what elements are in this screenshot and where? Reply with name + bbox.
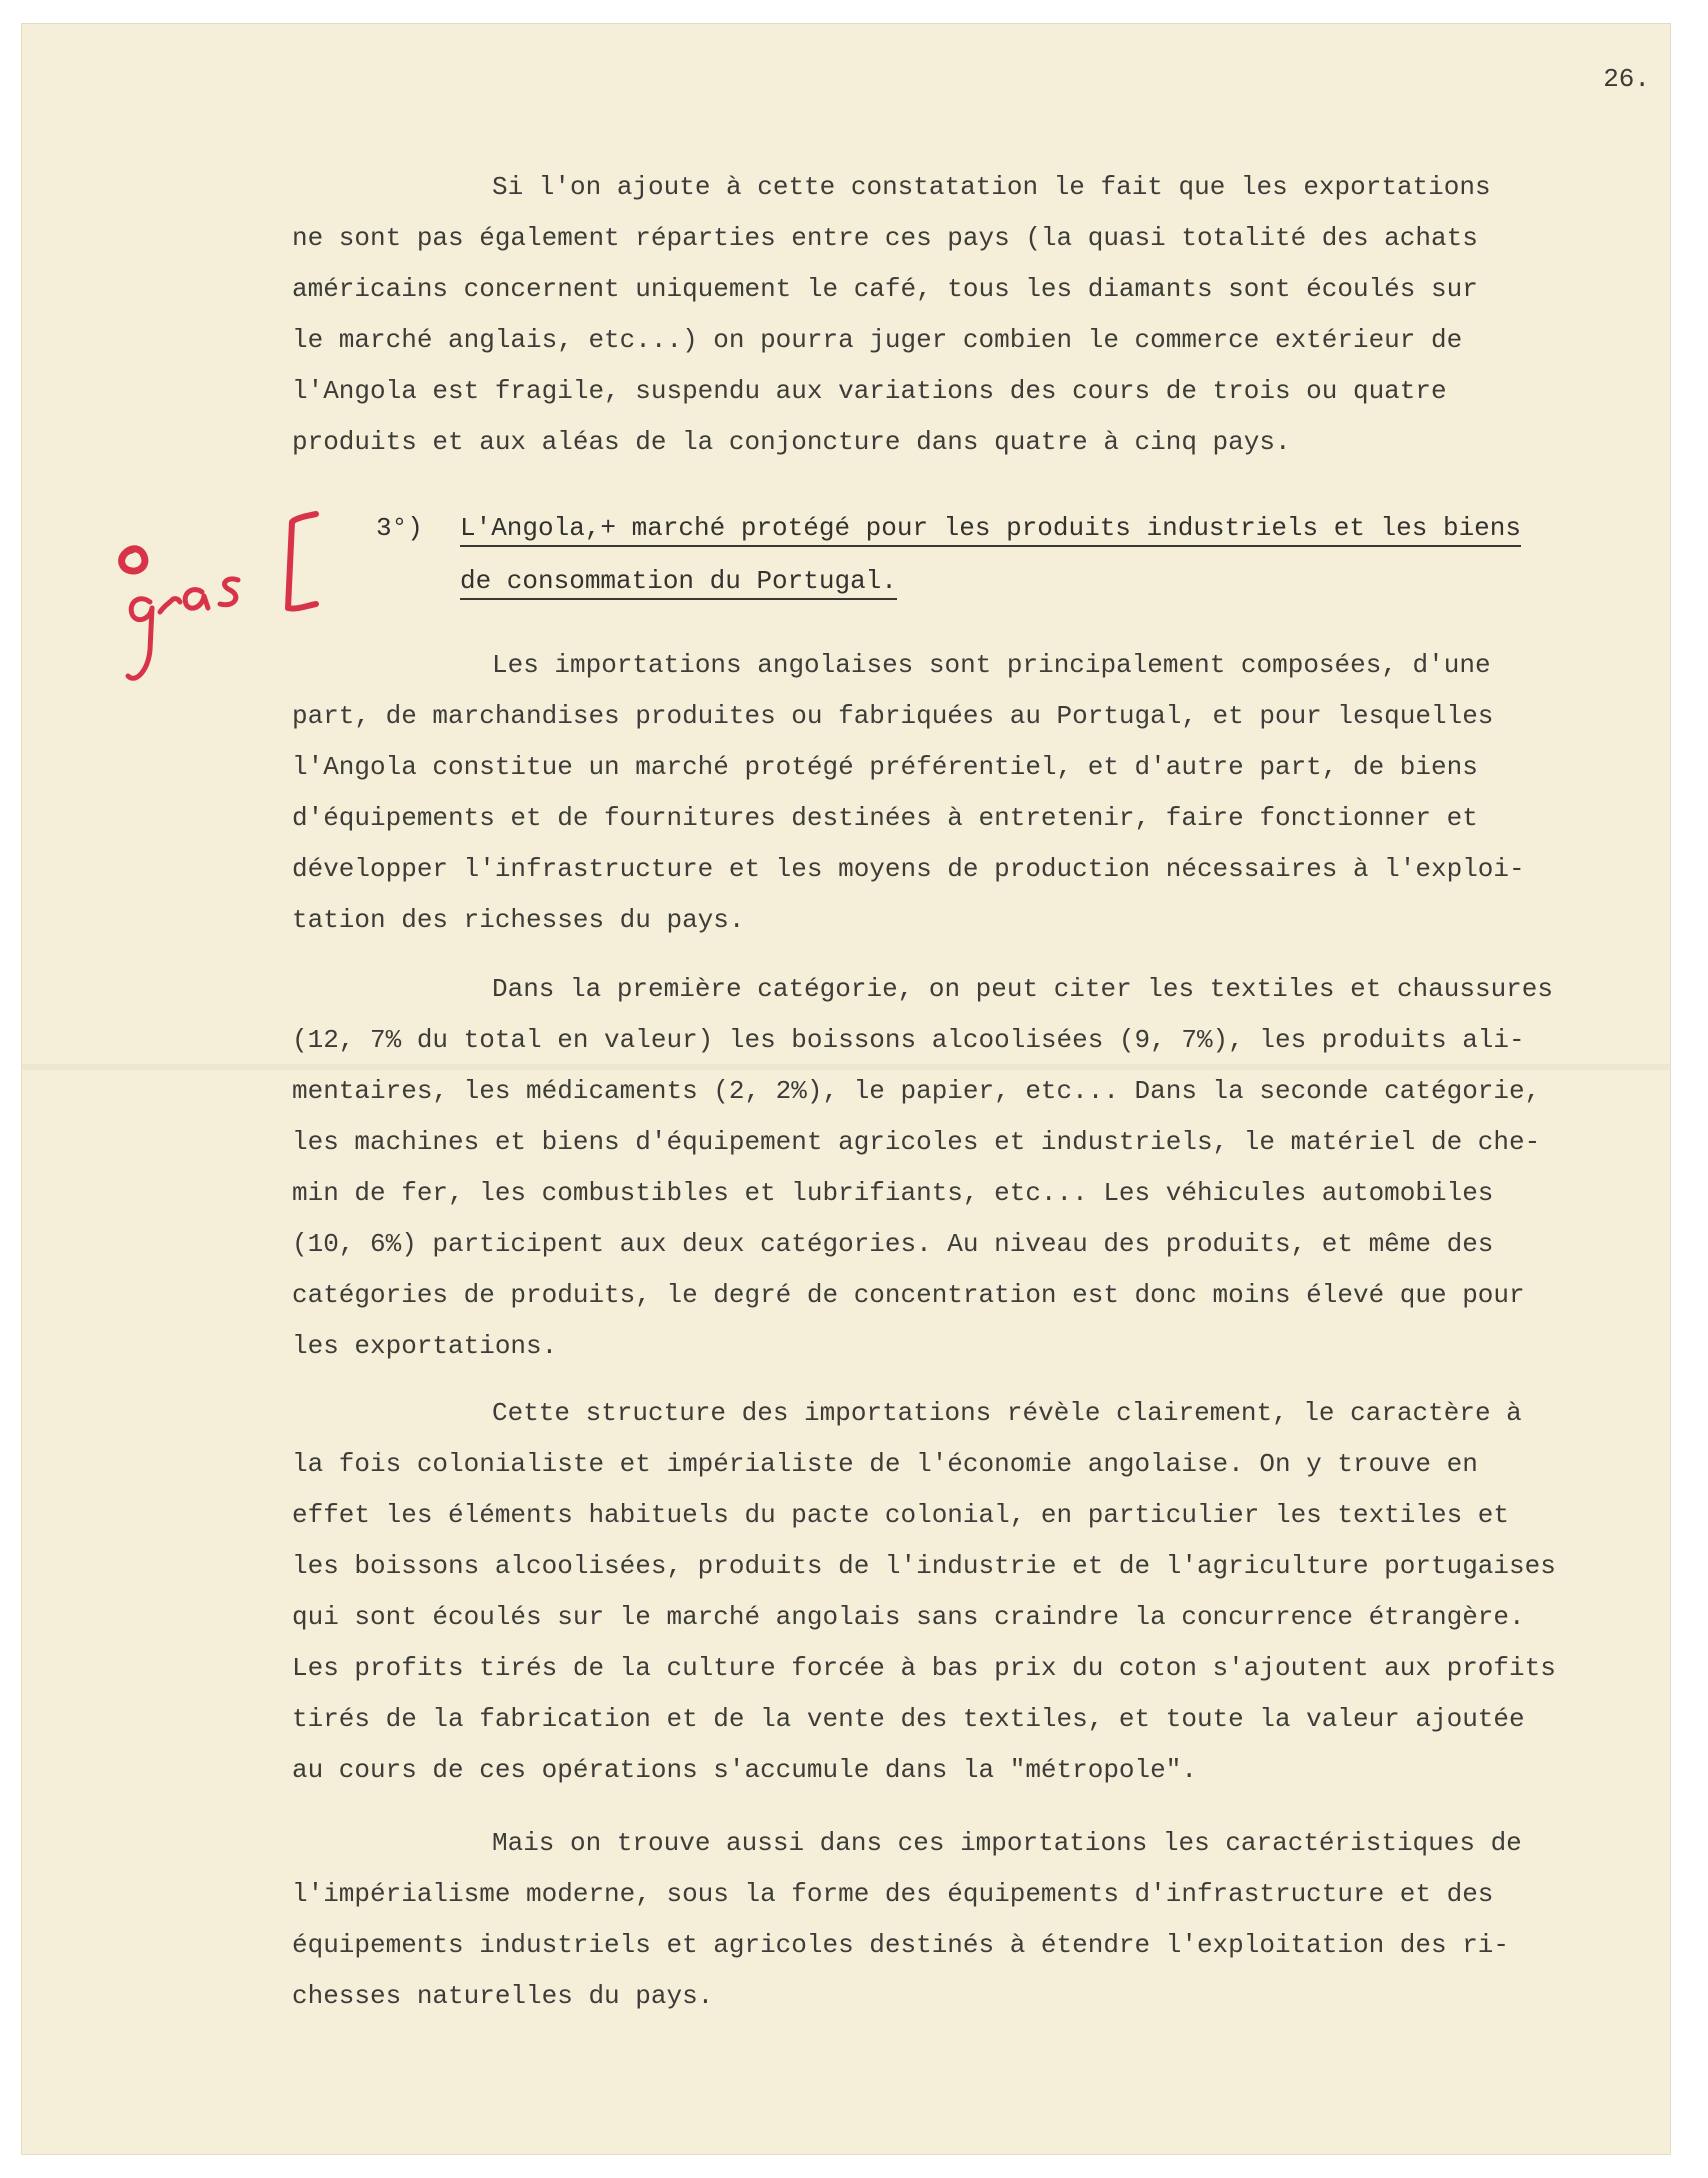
paragraph-line: produits et aux aléas de la conjoncture dans quatre à cinq pays. [292,427,1291,457]
paragraph-line: les boissons alcoolisées, produits de l'industrie et de l'agriculture portugaises [292,1551,1556,1581]
paragraph-4 [292,1388,1632,1796]
paragraph-line: mentaires, les médicaments (2, 2%), le papier, etc... Dans la seconde catégorie, [292,1076,1541,1106]
paragraph-line: qui sont écoulés sur le marché angolais sans craindre la concurrence étrangère. [292,1602,1525,1632]
paragraph-1 [292,162,1632,468]
paragraph-line: tirés de la fabrication et de la vente des textiles, et toute la valeur ajoutée [292,1704,1525,1734]
paragraph-line: effet les éléments habituels du pacte colonial, en particulier les textiles et [292,1500,1509,1530]
paragraph-line: d'équipements et de fournitures destinées à entretenir, faire fonctionner et [292,803,1478,833]
section-title [460,502,1640,608]
paragraph-line: min de fer, les combustibles et lubrifiants, etc... Les véhicules automobiles [292,1178,1494,1208]
page-number: 26. [1603,64,1650,94]
paragraph-line: les machines et biens d'équipement agricoles et industriels, le matériel de che- [292,1127,1541,1157]
section-title-line: L'Angola,+ marché protégé pour les produits industriels et les biens [460,513,1521,547]
paragraph-2 [292,640,1632,946]
paragraph-3 [292,964,1632,1372]
paragraph-line: (10, 6%) participent aux deux catégories. Au niveau des produits, et même des [292,1229,1494,1259]
paragraph-line: américains concernent uniquement le café, tous les diamants sont écoulés sur [292,274,1478,304]
paragraph-line: Si l'on ajoute à cette constatation le fait que les exportations [492,172,1491,202]
paragraph-line: l'Angola constitue un marché protégé préférentiel, et d'autre part, de biens [292,752,1478,782]
paragraph-line: Mais on trouve aussi dans ces importations les caractéristiques de [492,1828,1522,1858]
paragraph-line: chesses naturelles du pays. [292,1981,714,2011]
paragraph-line: catégories de produits, le degré de concentration est donc moins élevé que pour [292,1280,1525,1310]
paragraph-line: le marché anglais, etc...) on pourra juger combien le commerce extérieur de [292,325,1463,355]
paragraph-line: l'Angola est fragile, suspendu aux variations des cours de trois ou quatre [292,376,1447,406]
paragraph-line: développer l'infrastructure et les moyens de production nécessaires à l'exploi- [292,854,1525,884]
paragraph-line: les exportations. [292,1331,558,1361]
paragraph-line: équipements industriels et agricoles destinés à étendre l'exploitation des ri- [292,1930,1509,1960]
paragraph-line: l'impérialisme moderne, sous la forme des équipements d'infrastructure et des [292,1879,1494,1909]
paragraph-line: Les importations angolaises sont principalement composées, d'une [492,650,1491,680]
paragraph-line: part, de marchandises produites ou fabriquées au Portugal, et pour lesquelles [292,701,1494,731]
paragraph-line: Dans la première catégorie, on peut citer les textiles et chaussures [492,974,1553,1004]
paragraph-5 [292,1818,1632,2022]
section-number: 3°) [376,513,423,543]
paragraph-line: tation des richesses du pays. [292,905,745,935]
paragraph-line: ne sont pas également réparties entre ces pays (la quasi totalité des achats [292,223,1478,253]
paragraph-line: Cette structure des importations révèle clairement, le caractère à [492,1398,1522,1428]
paragraph-line: au cours de ces opérations s'accumule dans la "métropole". [292,1755,1197,1785]
paragraph-line: (12, 7% du total en valeur) les boissons alcoolisées (9, 7%), les produits ali- [292,1025,1525,1055]
section-title-line: de consommation du Portugal. [460,566,897,600]
paragraph-line: Les profits tirés de la culture forcée à bas prix du coton s'ajoutent aux profits [292,1653,1556,1683]
paragraph-line: la fois colonialiste et impérialiste de l'économie angolaise. On y trouve en [292,1449,1478,1479]
